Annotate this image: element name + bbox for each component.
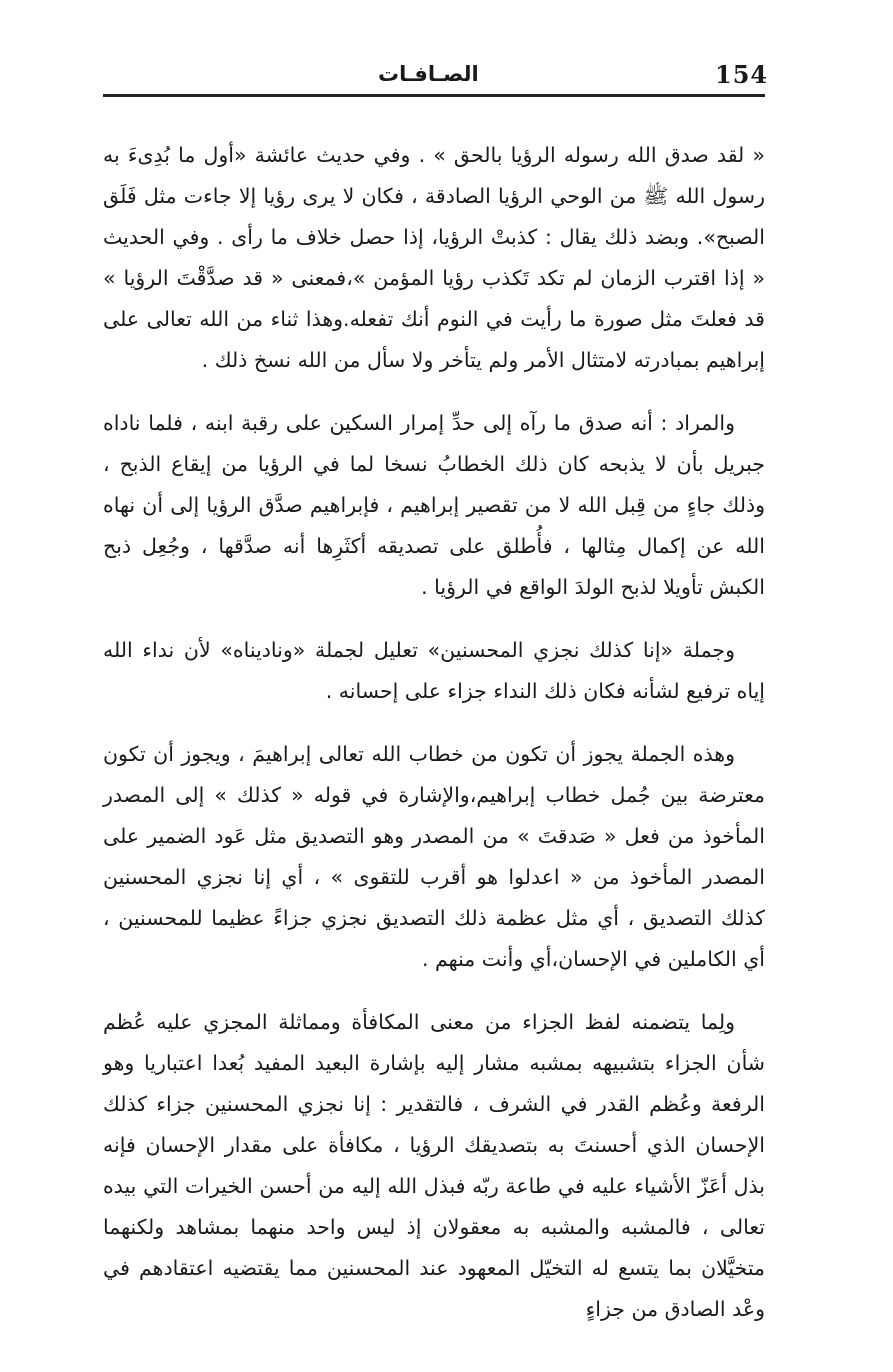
paragraph-3: وجملة «إنا كذلك نجزي المحسنين» تعليل لجملة «وناديناه» لأن نداء الله إياه ترفيع لشأنه فكان ذلك النداء جزاء على إحسانه . xyxy=(103,638,765,703)
page-header xyxy=(103,52,769,98)
chapter-title: الصـافـات xyxy=(378,62,479,86)
page-body xyxy=(103,135,765,1352)
header-divider xyxy=(103,94,765,97)
page-number: 154 xyxy=(715,60,769,89)
paragraph-2: والمراد : أنه صدق ما رآه إلى حدِّ إمرار السكين على رقبة ابنه ، فلما ناداه جبريل بأن لا يذبحه كان ذلك الخطابُ نسخا لما في الرؤيا من إيقاع الذبح ، وذلك جاءٍ من قِبل الله لا من تقصير إبراهيم ، فإبراهيم صدَّق الرؤيا إلى أن نهاه الله عن إكمال مِثالها ، فأُطلق على تصديقه أكثَرِها أنه صدَّقها ، وجُعِل ذبح الكبش تأويلا لذبح الولدَ الواقع في الرؤيا . xyxy=(103,411,765,599)
paragraph-1: « لقد صدق الله رسوله الرؤيا بالحق » . وفي حديث عائشة «أول ما بُدِىءَ به رسول الله ﷺ من الوحي الرؤيا الصادقة ، فكان لا يرى رؤيا إلا جاءت مثل فَلَق الصبح». وبضد ذلك يقال : كذبتْ الرؤيا، إذا حصل خلاف ما رأى . وفي الحديث « إذا اقترب الزمان لم تكد تَكذب رؤيا المؤمن »،فمعنى « قد صدَّقْتَ الرؤيا » قد فعلتَ مثل صورة ما رأيت في النوم أنك تفعله.وهذا ثناء من الله تعالى على إبراهيم بمبادرته لامتثال الأمر ولم يتأخر ولا سأل من الله نسخ ذلك . xyxy=(103,143,765,372)
paragraph-4: وهذه الجملة يجوز أن تكون من خطاب الله تعالى إبراهيمَ ، ويجوز أن تكون معترضة بين جُمل خطاب إبراهيم،والإشارة في قوله « كذلك » إلى المصدر المأخوذ من فعل « صَدقتَ » من المصدر وهو التصديق مثل عَود الضمير على المصدر المأخوذ من « اعدلوا هو أقرب للتقوى » ، أي إنا نجزي المحسنين كذلك التصديق ، أي مثل عظمة ذلك التصديق نجزي جزاءً عظيما للمحسنين ، أي الكاملين في الإحسان،أي وأنت منهم . xyxy=(103,742,765,971)
paragraph-5: ولِما يتضمنه لفظ الجزاء من معنى المكافأة ومماثلة المجزي عليه عُظم شأن الجزاء بتشبيهه بمشبه مشار إليه بإشارة البعيد المفيد بُعدا اعتباريا وهو الرفعة وعُظم القدر في الشرف ، فالتقدير : إنا نجزي المحسنين جزاء كذلك الإحسان الذي أحسنتَ به بتصديقك الرؤيا ، مكافأة على مقدار الإحسان فإنه بذل أعَزّ الأشياء عليه في طاعة ربّه فبذل الله إليه من أحسن الخيرات التي بيده تعالى ، فالمشبه والمشبه به معقولان إذ ليس واحد منهما بمشاهد ولكنهما متخيَّلان بما يتسع له التخيّل المعهود عند المحسنين مما يقتضيه اعتقادهم في وعْد الصادق من جزاءٍ xyxy=(103,1010,765,1321)
